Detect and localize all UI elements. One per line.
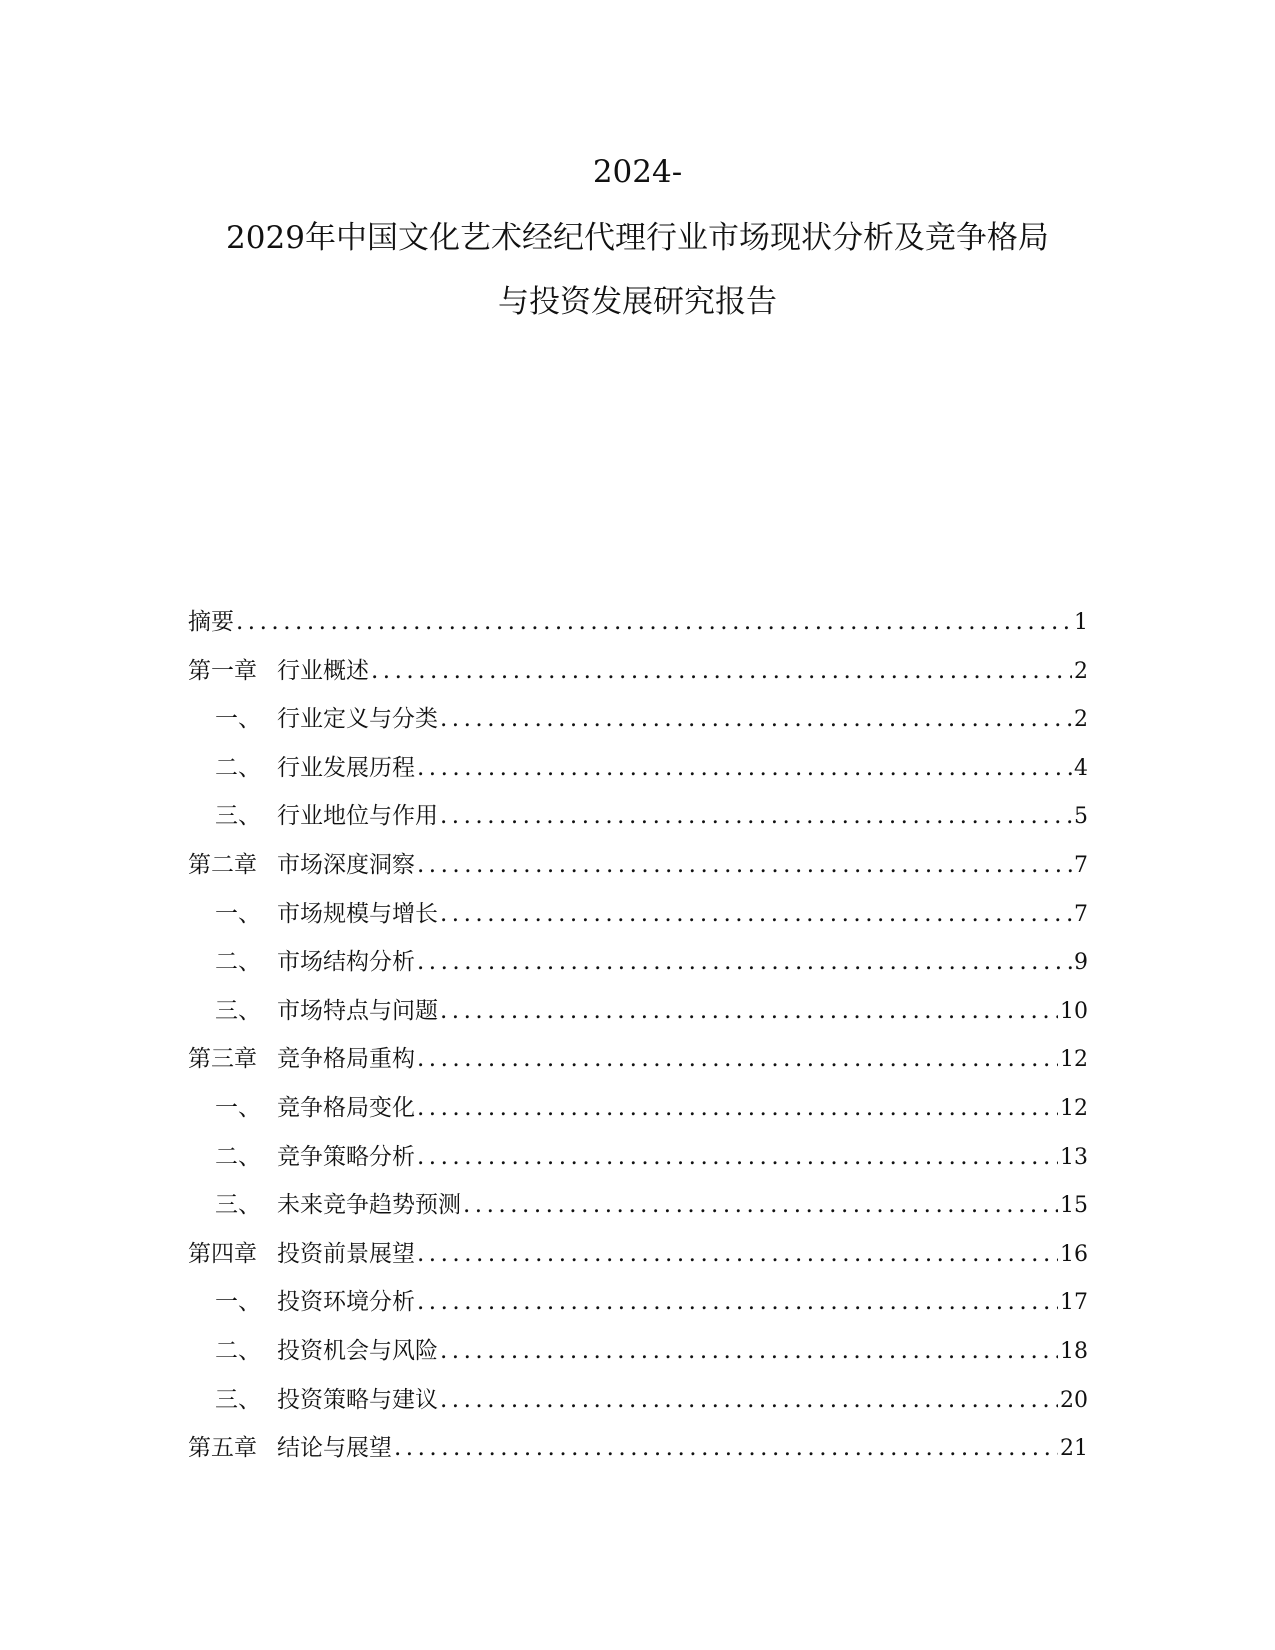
dot-leader (440, 987, 1058, 1036)
toc-entry-page-number: 20 (1060, 1387, 1088, 1413)
dot-leader (440, 1327, 1058, 1376)
dot-leader (440, 1376, 1058, 1425)
table-of-contents (188, 598, 1088, 1473)
toc-entry-label: 摘要 (188, 609, 234, 635)
toc-entry-page-number: 12 (1060, 1047, 1088, 1073)
toc-entry-number: 三、 (215, 803, 261, 830)
toc-entry[interactable] (188, 841, 1088, 890)
toc-entry-page-number: 4 (1074, 755, 1088, 781)
toc-entry-label: 未来竞争趋势预测 (277, 1192, 461, 1219)
toc-entry-label: 竞争格局变化 (277, 1094, 415, 1121)
toc-entry-label: 竞争策略分析 (277, 1143, 415, 1170)
dot-leader (236, 598, 1072, 647)
toc-entry-number: 二、 (215, 1337, 261, 1364)
toc-entry-page-number: 5 (1074, 804, 1088, 830)
toc-entry-page-number: 17 (1060, 1290, 1088, 1316)
toc-entry[interactable] (188, 1035, 1088, 1084)
dot-leader (394, 1424, 1058, 1473)
dot-leader (417, 938, 1072, 987)
toc-entry-page-number: 9 (1074, 950, 1088, 976)
toc-entry-page-number: 15 (1060, 1193, 1088, 1219)
toc-entry-label: 投资机会与风险 (277, 1337, 438, 1364)
toc-entry-label: 投资策略与建议 (277, 1386, 438, 1413)
toc-entry-label: 市场深度洞察 (277, 851, 415, 878)
dot-leader (440, 792, 1072, 841)
toc-entry-number: 二、 (215, 754, 261, 781)
toc-entry-page-number: 10 (1060, 998, 1088, 1024)
toc-entry-label: 行业定义与分类 (277, 706, 438, 733)
dot-leader (417, 1084, 1058, 1133)
toc-entry-label: 市场特点与问题 (277, 997, 438, 1024)
document-title-line-1: 2024- (592, 154, 683, 190)
toc-entry[interactable] (188, 1230, 1088, 1279)
dot-leader (440, 695, 1072, 744)
dot-leader (417, 1133, 1058, 1182)
toc-entry-label: 竞争格局重构 (277, 1046, 415, 1073)
toc-entry-label: 行业发展历程 (277, 754, 415, 781)
toc-entry-page-number: 18 (1060, 1338, 1088, 1364)
dot-leader (417, 841, 1072, 890)
dot-leader (417, 1278, 1058, 1327)
dot-leader (440, 890, 1072, 939)
toc-entry[interactable] (188, 987, 1088, 1036)
toc-entry-number: 三、 (215, 997, 261, 1024)
toc-entry-page-number: 12 (1060, 1095, 1088, 1121)
toc-entry-page-number: 13 (1060, 1144, 1088, 1170)
dot-leader (463, 1181, 1058, 1230)
toc-entry[interactable] (188, 1084, 1088, 1133)
toc-entry-page-number: 1 (1074, 610, 1088, 635)
toc-entry[interactable] (188, 598, 1088, 647)
toc-entry-label: 市场规模与增长 (277, 900, 438, 927)
toc-entry-label: 行业概述 (277, 657, 369, 684)
toc-entry-label: 投资前景展望 (277, 1240, 415, 1267)
toc-entry[interactable] (188, 744, 1088, 793)
toc-entry-number: 三、 (215, 1192, 261, 1219)
toc-entry-page-number: 7 (1074, 852, 1088, 878)
toc-entry-number: 二、 (215, 1143, 261, 1170)
toc-entry-label: 市场结构分析 (277, 949, 415, 976)
dot-leader (417, 744, 1072, 793)
toc-entry[interactable] (188, 695, 1088, 744)
toc-entry[interactable] (188, 792, 1088, 841)
toc-entry-label: 行业地位与作用 (277, 803, 438, 830)
toc-entry-number: 一、 (215, 1094, 261, 1121)
toc-entry[interactable] (188, 938, 1088, 987)
toc-entry-page-number: 2 (1074, 707, 1088, 733)
toc-entry[interactable] (188, 1424, 1088, 1473)
toc-entry-number: 二、 (215, 949, 261, 976)
dot-leader (371, 647, 1072, 696)
toc-entry[interactable] (188, 1376, 1088, 1425)
toc-entry[interactable] (188, 1278, 1088, 1327)
toc-entry-number: 第一章 (188, 657, 257, 684)
toc-entry[interactable] (188, 890, 1088, 939)
dot-leader (417, 1230, 1058, 1279)
toc-entry-number: 一、 (215, 900, 261, 927)
toc-entry-page-number: 2 (1074, 658, 1088, 684)
toc-entry-label: 投资环境分析 (277, 1289, 415, 1316)
toc-entry[interactable] (188, 647, 1088, 696)
toc-entry[interactable] (188, 1181, 1088, 1230)
dot-leader (417, 1035, 1058, 1084)
toc-entry[interactable] (188, 1133, 1088, 1182)
toc-entry-number: 三、 (215, 1386, 261, 1413)
toc-entry-number: 一、 (215, 706, 261, 733)
document-title-line-3: 与投资发展研究报告 (498, 284, 777, 320)
toc-entry-number: 一、 (215, 1289, 261, 1316)
toc-entry-number: 第二章 (188, 851, 257, 878)
toc-entry-number: 第五章 (188, 1435, 257, 1462)
toc-entry-number: 第四章 (188, 1240, 257, 1267)
toc-entry[interactable] (188, 1327, 1088, 1376)
toc-entry-number: 第三章 (188, 1046, 257, 1073)
toc-entry-label: 结论与展望 (277, 1435, 392, 1462)
toc-entry-page-number: 7 (1074, 901, 1088, 927)
toc-entry-page-number: 21 (1060, 1436, 1088, 1462)
toc-entry-page-number: 16 (1060, 1241, 1088, 1267)
document-title-line-2: 2029年中国文化艺术经纪代理行业市场现状分析及竞争格局 (226, 220, 1049, 256)
